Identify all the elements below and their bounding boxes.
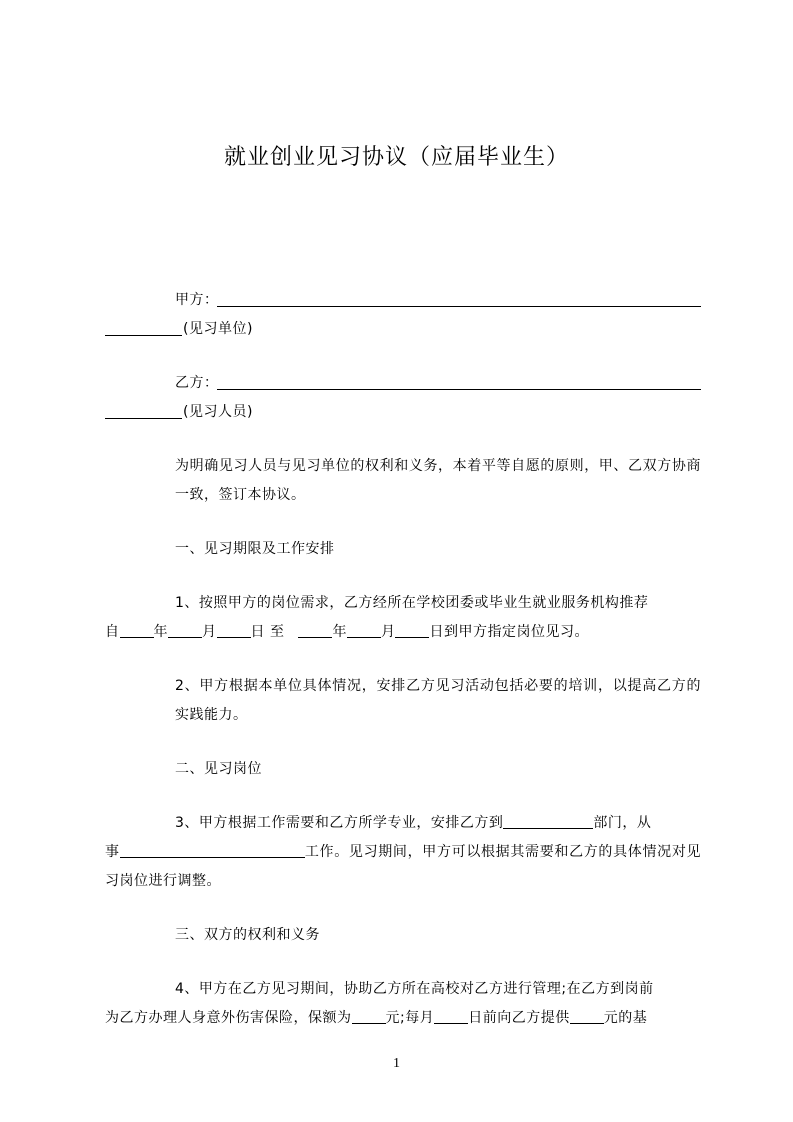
section-3-heading: 三、双方的权利和义务 (175, 927, 320, 943)
clause-1-line-1: 1、按照甲方的岗位需求，乙方经所在学校团委或毕业生就业服务机构推荐 (175, 595, 649, 611)
clause-3-line-2: 事 工作。见习期间，甲方可以根据其需要和乙方的具体情况对见习岗位进行调整。 (105, 838, 701, 896)
clause-2: 2、甲方根据本单位具体情况，安排乙方见习活动包括必要的培训，以提高乙方的实践能力。 (175, 678, 701, 723)
party-a-suffix: (见习单位) (183, 321, 253, 337)
party-a-blank (217, 286, 701, 307)
party-a-blank-2 (105, 315, 182, 336)
party-b-blank (217, 369, 701, 390)
party-b-line (105, 369, 701, 398)
document-body (105, 286, 701, 1033)
party-a-line (105, 286, 701, 315)
party-a-label: 甲方： (175, 292, 219, 308)
clause-3-line-1: 3、甲方根据工作需要和乙方所学专业，安排乙方到 部门，从 (105, 809, 701, 838)
intro-paragraph: 为明确见习人员与见习单位的权利和义务，本着平等自愿的原则，甲、乙双方协商一致，签订本协议。 (175, 458, 701, 503)
party-a-line-2 (105, 315, 701, 344)
party-b-line-2 (105, 398, 701, 427)
clause-1-line-2: 自 年 月 日 至 年 月 日到甲方指定岗位见习。 (105, 618, 701, 647)
party-b-label: 乙方： (175, 375, 219, 391)
party-b-suffix: (见习人员) (183, 404, 253, 420)
document-title: 就业创业见习协议（应届毕业生） (223, 145, 569, 170)
page-number: 1 (393, 1056, 400, 1071)
clause-4-line-1: 4、甲方在乙方见习期间，协助乙方所在高校对乙方进行管理;在乙方到岗前 (175, 981, 654, 997)
party-b-blank-2 (105, 398, 182, 419)
section-1-heading: 一、见习期限及工作安排 (175, 541, 335, 557)
clause-4-line-2: 为乙方办理人身意外伤害保险，保额为 元;每月 日前向乙方提供 元的基 (105, 1004, 701, 1033)
section-2-heading: 二、见习岗位 (175, 761, 262, 777)
